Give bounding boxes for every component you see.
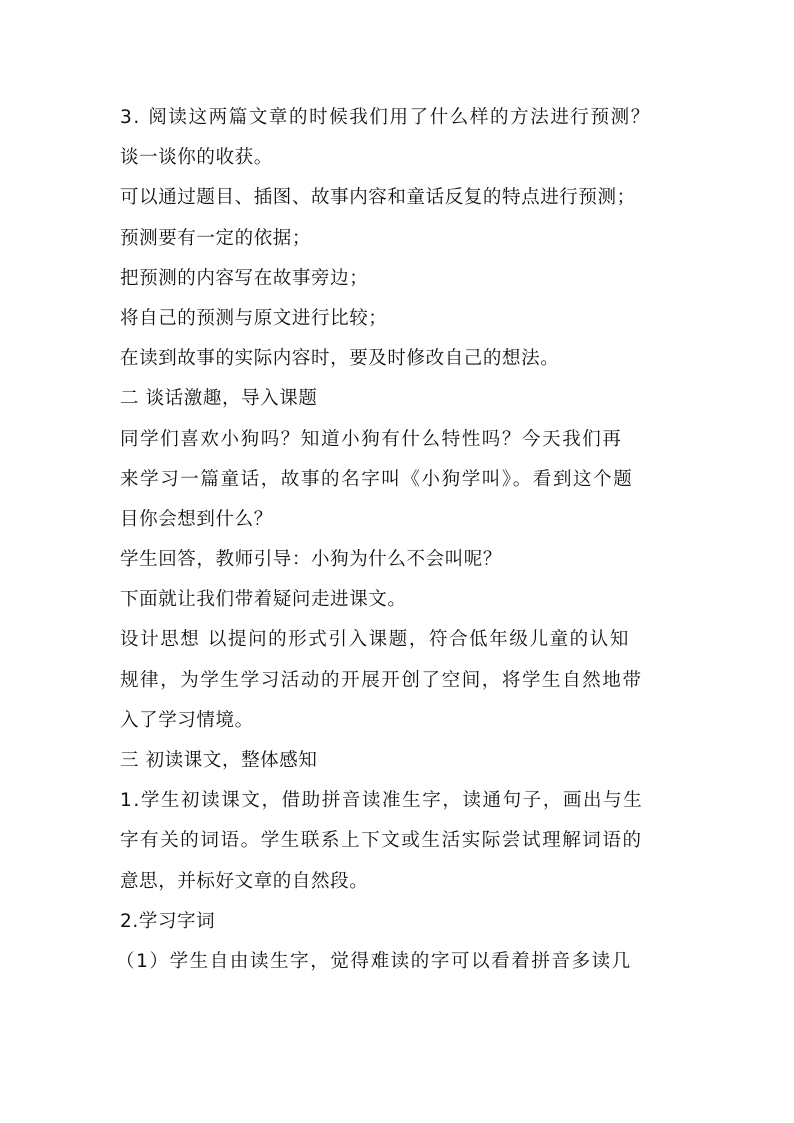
design-idea-line: 设计思想 以提问的形式引入课题，符合低年级儿童的认知 <box>120 629 630 651</box>
step-2-heading: 2.学习字词 <box>120 910 216 932</box>
step-1-line: 字有关的词语。学生联系上下文或生活实际尝试理解词语的 <box>120 830 643 852</box>
paragraph-line: 目你会想到什么？ <box>120 508 273 530</box>
section-heading-3: 三 初读课文，整体感知 <box>120 750 318 771</box>
question-3-continuation: 谈一谈你的收获。 <box>120 147 273 169</box>
answer-line-4: 将自己的预测与原文进行比较； <box>120 307 388 329</box>
answer-line-5: 在读到故事的实际内容时，要及时修改自己的想法。 <box>120 348 560 370</box>
answer-line-1: 可以通过题目、插图、故事内容和童话反复的特点进行预测； <box>120 187 636 209</box>
design-idea-line: 入了学习情境。 <box>120 709 254 731</box>
step-2-item-1: （1）学生自由读生字，觉得难读的字可以看着拼音多读几 <box>116 950 632 972</box>
answer-line-3: 把预测的内容写在故事旁边； <box>120 267 369 289</box>
design-idea-line: 规律，为学生学习活动的开展开创了空间，将学生自然地带 <box>120 669 643 691</box>
answer-line-2: 预测要有一定的依据； <box>120 227 312 249</box>
paragraph-line: 下面就让我们带着疑问走进课文。 <box>120 589 407 611</box>
step-1-line: 1.学生初读课文，借助拼音读准生字，读通句子，画出与生 <box>120 790 644 812</box>
paragraph-line: 来学习一篇童话，故事的名字叫《小狗学叫》。看到这个题 <box>120 468 634 490</box>
document-body <box>116 98 700 982</box>
section-heading-2: 二 谈话激趣，导入课题 <box>120 388 318 410</box>
paragraph-line: 学生回答，教师引导：小狗为什么不会叫呢？ <box>120 549 503 571</box>
step-1-line: 意思，并标好文章的自然段。 <box>120 870 369 892</box>
question-3-line: 3. 阅读这两篇文章的时候我们用了什么样的方法进行预测？ <box>120 107 651 128</box>
paragraph-line: 同学们喜欢小狗吗？知道小狗有什么特性吗？今天我们再 <box>120 428 623 450</box>
